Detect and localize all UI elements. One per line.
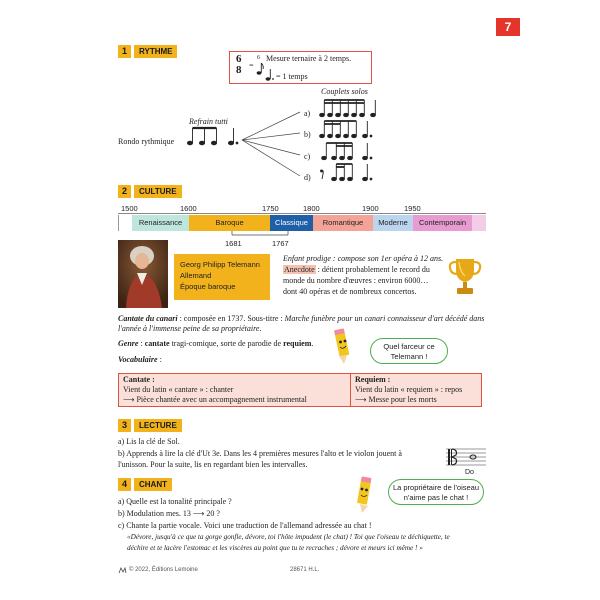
timeline-year-1800: 1800	[303, 204, 320, 213]
refrain-label: Refrain tutti	[189, 117, 228, 126]
genre-paragraph	[118, 339, 313, 349]
lecture-b-line1: b) Apprends à lire la clé d'Ut 3e. Dans les 4 premières mesures l'alto et le violon jouent à	[118, 449, 402, 458]
chant-quote-line2: déchire et te lacère l'estomac et les viscères au point que tu te recraches ; dévore et meurs ici même ! »	[127, 544, 423, 552]
bio-line-4: dont 40 opéras et de nombreux concertos.	[283, 287, 417, 296]
bio-line-1: Enfant prodige : compose son 1er opéra à 12 ans.	[283, 254, 444, 263]
rondo-label: Rondo rythmique	[118, 137, 175, 146]
timeline-year-1600: 1600	[180, 204, 197, 213]
composer-country: Allemand	[180, 271, 212, 280]
timeline-pre	[118, 215, 133, 231]
footer-catalog: 28671 H.L.	[290, 567, 320, 573]
genre-text: tragi-comique, sorte de parodie de	[169, 339, 284, 348]
timeline-year-1900: 1900	[362, 204, 379, 213]
do-label: Do	[465, 469, 474, 476]
trophy-icon	[447, 256, 483, 298]
rhythm-option-d-label: d)	[304, 173, 311, 182]
section-4-number: 4	[118, 478, 131, 491]
lifespan-bracket	[230, 231, 290, 239]
vocab-colon: :	[157, 355, 162, 364]
meter-equals: =	[249, 61, 254, 70]
chant-a: a) Quelle est la tonalité principale ?	[118, 497, 232, 506]
genre-word-requiem: requiem	[283, 339, 312, 348]
rhythm-option-c-label: c)	[304, 152, 311, 161]
refrain-rhythm	[184, 125, 244, 147]
chant-b-part1: b) Modulation mes. 13	[118, 509, 193, 518]
meter-top: 6	[236, 53, 242, 65]
meter-line-1: Mesure ternaire à 2 temps.	[266, 54, 352, 63]
speech-bubble-2: La propriétaire de l'oiseau n'aime pas le chat !	[388, 479, 484, 505]
section-3-number: 3	[118, 419, 131, 432]
meter-line-2: = 1 temps	[276, 72, 308, 81]
vocab-table	[118, 373, 482, 407]
genre-sep: :	[138, 339, 145, 348]
arrow-icon: ⟶	[192, 509, 205, 518]
bio-line-2: : détient probablement le record du	[315, 265, 430, 274]
vocab-requiem-cell	[351, 374, 482, 407]
vocab-cantate-cell	[119, 374, 351, 407]
alto-clef-staff-icon	[446, 446, 486, 470]
genre-word-cantate: cantate	[144, 339, 170, 348]
section-2-number: 2	[118, 185, 131, 198]
lifespan-start: 1681	[225, 239, 242, 248]
publisher-logo-icon	[118, 567, 127, 574]
composer-era: Époque baroque	[180, 282, 236, 291]
cantate-subtitle: Marche funèbre pour un canari connaisseur d'art décédé dans l'année à l'immense peine de sa propriétaire.	[118, 314, 485, 333]
timeline-year-1500: 1500	[121, 204, 138, 213]
lecture-a: a) Lis la clé de Sol.	[118, 437, 180, 446]
timeline-romantique: Romantique	[313, 215, 373, 231]
rhythm-option-a	[318, 97, 380, 119]
vocab-requiem-line1: Vient du latin « requiem » : repos	[355, 385, 463, 394]
dotted-quarter-note-icon	[265, 68, 275, 82]
bio-line-3: monde du nombre d'œuvres : environ 6000…	[283, 276, 429, 285]
genre-label: Genre	[118, 339, 139, 348]
rhythm-option-a-label: a)	[304, 109, 311, 118]
eighth-note-icon	[256, 62, 264, 76]
pencil-mascot-icon	[330, 328, 354, 368]
vocab-heading	[118, 355, 162, 365]
meter-box	[229, 51, 372, 84]
timeline-baroque: Baroque	[189, 215, 270, 231]
rhythm-option-c	[318, 140, 380, 162]
vocab-requiem-line2: Messe pour les morts	[368, 395, 437, 404]
meter-bottom: 8	[236, 64, 242, 76]
timeline-contemporain: Contemporain	[413, 215, 472, 231]
timeline-axis	[118, 213, 486, 214]
lifespan-end: 1767	[272, 239, 289, 248]
chant-c: c) Chante la partie vocale. Voici une traduction de l'allemand adressée au chat !	[118, 521, 372, 530]
timeline-renaissance: Renaissance	[132, 215, 189, 231]
pencil-mascot-icon	[352, 476, 376, 516]
timeline-classique: Classique	[270, 215, 313, 231]
section-1-number: 1	[118, 45, 131, 58]
vocab-cantate-title: Cantate :	[123, 375, 155, 384]
couplets-label: Couplets solos	[321, 87, 368, 96]
rhythm-option-d	[318, 161, 380, 183]
rondo-branch-lines	[240, 105, 302, 185]
section-4-title: CHANT	[134, 478, 172, 491]
vocab-cantate-line1: Vient du latin « cantare » : chanter	[123, 385, 234, 394]
cantate-label: Cantate du canari	[118, 314, 178, 323]
composer-info-box	[174, 254, 270, 300]
chant-b-part2: 20 ?	[204, 509, 220, 518]
section-2-title: CULTURE	[134, 185, 182, 198]
timeline-year-1750: 1750	[262, 204, 279, 213]
page-number: 7	[496, 18, 520, 36]
vocab-cantate-line2: Pièce chantée avec un accompagnement instrumental	[136, 395, 307, 404]
section-1-title: RYTHME	[134, 45, 177, 58]
chant-b	[118, 509, 220, 519]
section-3-title: LECTURE	[134, 419, 182, 432]
vocab-requiem-title: Requiem :	[355, 375, 391, 384]
arrow-icon: ⟶	[123, 395, 135, 404]
genre-end: .	[311, 339, 314, 348]
cantate-paragraph	[118, 314, 486, 334]
cantate-text: : composée en 1737. Sous-titre :	[177, 314, 285, 323]
vocab-label: Vocabulaire	[118, 355, 158, 364]
timeline-post	[472, 215, 486, 231]
rhythm-option-b-label: b)	[304, 130, 311, 139]
composer-name: Georg Philipp Telemann	[180, 260, 260, 269]
timeline-moderne: Moderne	[373, 215, 413, 231]
meter-small-six: 6	[257, 55, 260, 61]
lecture-b-line2: l'unisson. Pour la suite, lis en regardant bien les intervalles.	[118, 460, 308, 469]
speech-bubble-1: Quel farceur ce Telemann !	[370, 338, 448, 364]
chant-quote-line1: «Dévore, jusqu'à ce que ta gorge gonfle, dévore, toi l'hôte impudent (le chat) ! Toi que l'oiseau te déchiquette, te	[127, 533, 450, 541]
arrow-icon: ⟶	[355, 395, 367, 404]
rhythm-option-b	[318, 118, 380, 140]
composer-portrait	[118, 240, 168, 308]
timeline-year-1950: 1950	[404, 204, 421, 213]
footer-copyright: © 2022, Éditions Lemoine	[129, 567, 198, 573]
anecdote-label: Anecdote	[284, 265, 315, 274]
